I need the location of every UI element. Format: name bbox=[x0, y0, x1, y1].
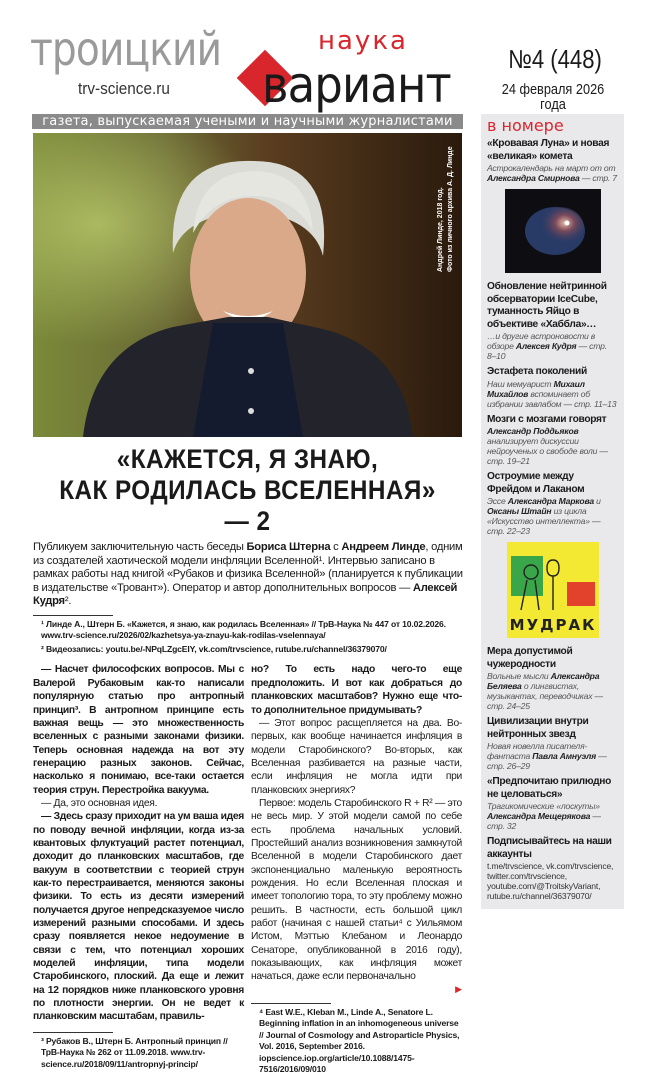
desc-author: Александра Маркова bbox=[507, 496, 594, 506]
sidebar-item-desc bbox=[487, 331, 618, 361]
paragraph: — Здесь сразу приходит на ум ваша идея по поводу вечной инфляции, когда из-за квантовых флуктуаций растет потенциал, доходит до планковских масштабов, где вакуум в соответствии с теорией струн как-то перестраивается, меняются законы физики. То есть из десяти измерений получается другое непредсказуемое число измерений разными способами. И здесь сразу появляется некое недоумение в связи с тем, что потенциал хороших моделей инфляции, типа модели Старобинского, плоский. Да еще и лежит на 12 порядков ниже планковского уровня по плотности энергии. Он не ведет к планковским масштабам, правиль- bbox=[33, 811, 244, 1023]
desc-author: Александр Поддьяков bbox=[487, 426, 579, 436]
sidebar-item-headline[interactable]: «Кровавая Луна» и новая «великая» комета bbox=[487, 138, 610, 162]
paragraph: — Этот вопрос расщепляется на два. Во-первых, как вообще начинается инфляция в модели Старобинского? Во-вторых, как Вселенная разбивается на разные части, если инфляция не могла идти при планковских энергиях? bbox=[251, 717, 462, 796]
footnote-1: ¹ Линде А., Штерн Б. «Кажется, я знаю, как родилась Вселенная» // ТрВ-Наука № 447 от 10.02.2026. www.trv-science.ru/2026/02/kazhetsya-ya-znayu-kak-rodilas-vselennaya/ bbox=[41, 618, 446, 641]
desc-text: и bbox=[593, 496, 601, 506]
lead-text: Публикуем заключительную часть беседы bbox=[33, 541, 247, 553]
footnotes-lead bbox=[32, 615, 463, 656]
sidebar-item[interactable] bbox=[487, 281, 618, 361]
photo-caption-line1: Андрей Линде, 2018 год. bbox=[437, 187, 444, 272]
article-headline bbox=[54, 444, 442, 537]
desc-text: Астрокалендарь на март от от bbox=[487, 163, 616, 173]
desc-text: Наш мемуарист bbox=[487, 378, 554, 389]
sidebar-item[interactable] bbox=[487, 716, 618, 771]
issue-date: 24 февраля 2026 года bbox=[501, 81, 605, 113]
desc-text: Эссе bbox=[487, 496, 508, 506]
sidebar-item-desc bbox=[487, 671, 618, 711]
lead-name: Бориса Штерна bbox=[246, 541, 331, 553]
desc-text: анализирует дискуссии нейроученых о свободе воли — стр. 19–21 bbox=[487, 436, 608, 466]
sidebar-item-desc bbox=[487, 379, 618, 409]
desc-text: вспоминает об избрании завлабом — стр. 11–13 bbox=[487, 388, 617, 409]
sidebar-item-headline[interactable]: Мозги с мозгами говорят bbox=[487, 413, 607, 425]
sidebar-item-headline[interactable]: Эстафета поколений bbox=[487, 366, 587, 377]
desc-text: Вольные мысли bbox=[487, 671, 551, 681]
logo-troitsky: троицкий bbox=[30, 22, 222, 76]
footnote-rule bbox=[251, 1003, 331, 1004]
paragraph: Первое: модель Старобинского R + R² — это не весь мир. У этой модели самой по себе есть проблема начальных условий. Простейший анализ возникновения замкнутой Вселенной в модели Старобинского дает экспоненциально маленькую вероятность рождения. Но если Вселенная плоская и имеет топологию тора, то эту проблему можно решить. В частности, есть большой цикл работ (начиная с нашей статьи⁴ с Уильямом Истом, Мэттью Клебаном и Леонардо Сенаторе, опубликованной в 2016 году), показывающих, как инфляция может начаться, даже если первоначально bbox=[251, 797, 462, 983]
headline-line: «КАЖЕТСЯ, Я ЗНАЮ, bbox=[116, 444, 379, 474]
lead-text: с bbox=[330, 541, 342, 553]
column-2-wrap bbox=[251, 663, 462, 1075]
sidebar-item-headline[interactable]: Цивилизации внутри нейтронных звезд bbox=[487, 716, 589, 740]
desc-author: Александра Мещерякова bbox=[487, 811, 591, 821]
desc-author: Александра Беляева bbox=[487, 671, 600, 691]
sidebar-item-headline[interactable]: «Предпочитаю прилюдно не целоваться» bbox=[487, 776, 612, 800]
paragraph: — Насчет философских вопросов. Мы с Валерой Рубаковым как-то написали популярную статью про антропный принцип³. В антропном принципе есть важная вещь — это множественность вселенных с разными законами физики. Теперь основная надежда на вот эту генерацию разных законов. Сейчас, насколько я понимаю, все-таки остается теория струн. Перестройка вакуума. bbox=[33, 664, 244, 796]
sidebar-item[interactable] bbox=[487, 366, 618, 409]
desc-author: Алексея Кудря bbox=[515, 341, 577, 351]
in-this-issue-sidebar bbox=[481, 114, 624, 909]
footnote-2: ² Видеозапись: youtu.be/-NPqLZgcEIY, vk.com/trvscience, rutube.ru/channel/36379070/ bbox=[41, 643, 387, 654]
footnote-rule bbox=[33, 615, 113, 616]
sidebar-item[interactable] bbox=[487, 776, 618, 831]
article-column-1 bbox=[33, 663, 244, 1023]
desc-text: — стр. 7 bbox=[579, 173, 617, 183]
desc-text: …и другие астроновости в обзоре bbox=[487, 331, 596, 351]
sidebar-item-desc bbox=[487, 426, 618, 466]
desc-text: о лингвистах, музыкантах, переводчиках — стр. 24–25 bbox=[487, 681, 603, 711]
desc-author: Павла Амнуэля bbox=[532, 751, 597, 761]
continue-arrow-icon: ▶ bbox=[455, 983, 462, 994]
sidebar-item[interactable] bbox=[487, 836, 618, 901]
nebula-image bbox=[505, 189, 601, 273]
sidebar-item-desc bbox=[487, 496, 618, 536]
sidebar-item-headline[interactable]: Остроумие между Фрейдом и Лаканом bbox=[487, 471, 585, 495]
desc-author: Оксаны Штайн bbox=[487, 506, 552, 516]
sidebar-item[interactable] bbox=[487, 471, 618, 536]
lead-name: Андреем Линде bbox=[341, 541, 426, 553]
lead-name: Алексей Кудря bbox=[33, 581, 458, 608]
desc-text: — стр. 32 bbox=[487, 811, 601, 831]
site-url[interactable]: trv-science.ru bbox=[78, 79, 170, 98]
photo-caption bbox=[436, 142, 458, 272]
sidebar-item-desc bbox=[487, 801, 618, 831]
sidebar-item-desc bbox=[487, 741, 618, 771]
social-links[interactable]: t.me/trvscience, vk.com/trvscience, twitter.com/trvscience, youtube.com/@TroitskyVariant, rutube.ru/channel/36379070/ bbox=[487, 861, 614, 901]
article-columns bbox=[32, 663, 463, 1075]
sidebar-item-headline[interactable]: Подписывайтесь на наши аккаунты bbox=[487, 836, 612, 860]
tagline: газета, выпускаемая учеными и научными журналистами bbox=[32, 114, 463, 129]
main-article bbox=[32, 114, 463, 1076]
headline-line: КАК РОДИЛАСЬ ВСЕЛЕННАЯ» — 2 bbox=[59, 475, 436, 536]
footnote-rule bbox=[33, 1032, 113, 1033]
logo-nauka: наука bbox=[318, 26, 408, 56]
footnote-4-block bbox=[251, 1003, 462, 1076]
desc-text: Трагикомические «лоскуты» bbox=[487, 801, 600, 811]
footnote-4: ⁴ East W.E., Kleban M., Linde A., Senatore L. Beginning inflation in an inhomogeneous universe // Journal of Cosmology and Astroparticle Physics, Vol. 2016, September 2016. iopscience.iop.org/article/10.1088/1475-7516/2016/09/010 bbox=[259, 1006, 460, 1075]
footnote-3: ³ Рубаков В., Штерн Б. Антропный принцип // ТрВ-Наука № 262 от 11.09.2018. www.trv-science.ru/2018/09/11/antropnyj-princip/ bbox=[41, 1035, 228, 1069]
paragraph: — Да, это основная идея. bbox=[41, 797, 158, 809]
column-1-wrap bbox=[33, 663, 244, 1075]
sidebar-item-desc bbox=[487, 163, 618, 183]
desc-text: — стр. 8–10 bbox=[487, 341, 607, 361]
footnote-3-wrap bbox=[33, 1032, 244, 1071]
book-cover-image bbox=[507, 542, 599, 638]
desc-author: Александра Смирнова bbox=[487, 173, 580, 183]
desc-text: из цикла «Искусство интеллекта» — стр. 22–23 bbox=[487, 506, 601, 536]
paragraph: но? То есть надо чего-то еще предположить. И вот как добраться до планковских масштабов? Нужно еще что-то дополнительное придумывать? bbox=[251, 664, 462, 716]
desc-author: Михаил Михайлов bbox=[487, 378, 585, 399]
sidebar-title: в номере bbox=[487, 116, 564, 135]
article-lead bbox=[32, 541, 463, 609]
lead-text: , одним из создателей хаотической модели инфляции Вселенной¹. Интервью записано в рамках работы над книгой «Рубаков и физика Вселенной» (планируется к публикации в издательстве «Тровант»). Оператор и автор дополнительных вопросов — bbox=[33, 541, 463, 594]
desc-text: Новая новелла писателя-фантаста bbox=[487, 741, 588, 761]
sidebar-item-headline[interactable]: Мера допустимой чужеродности bbox=[487, 646, 573, 670]
lead-text: ². bbox=[64, 595, 72, 608]
article-column-2 bbox=[251, 663, 462, 983]
desc-text: — стр. 26–29 bbox=[487, 751, 607, 771]
issue-number: №4 (448) bbox=[508, 44, 602, 74]
sidebar-item-headline[interactable]: Обновление нейтринной обсерватории IceCube, туманность Яйцо в объективе «Хаббла»… bbox=[487, 281, 607, 330]
book-cover-title: МУДРАК bbox=[509, 616, 596, 634]
sidebar-item[interactable] bbox=[487, 414, 618, 467]
sidebar-item[interactable] bbox=[487, 138, 618, 183]
portrait-photo bbox=[33, 133, 462, 437]
photo-caption-line2: Фото из личного архива А. Д. Линде bbox=[447, 146, 454, 272]
sidebar-item[interactable] bbox=[487, 646, 618, 711]
logo-variant: вариант bbox=[262, 56, 451, 114]
